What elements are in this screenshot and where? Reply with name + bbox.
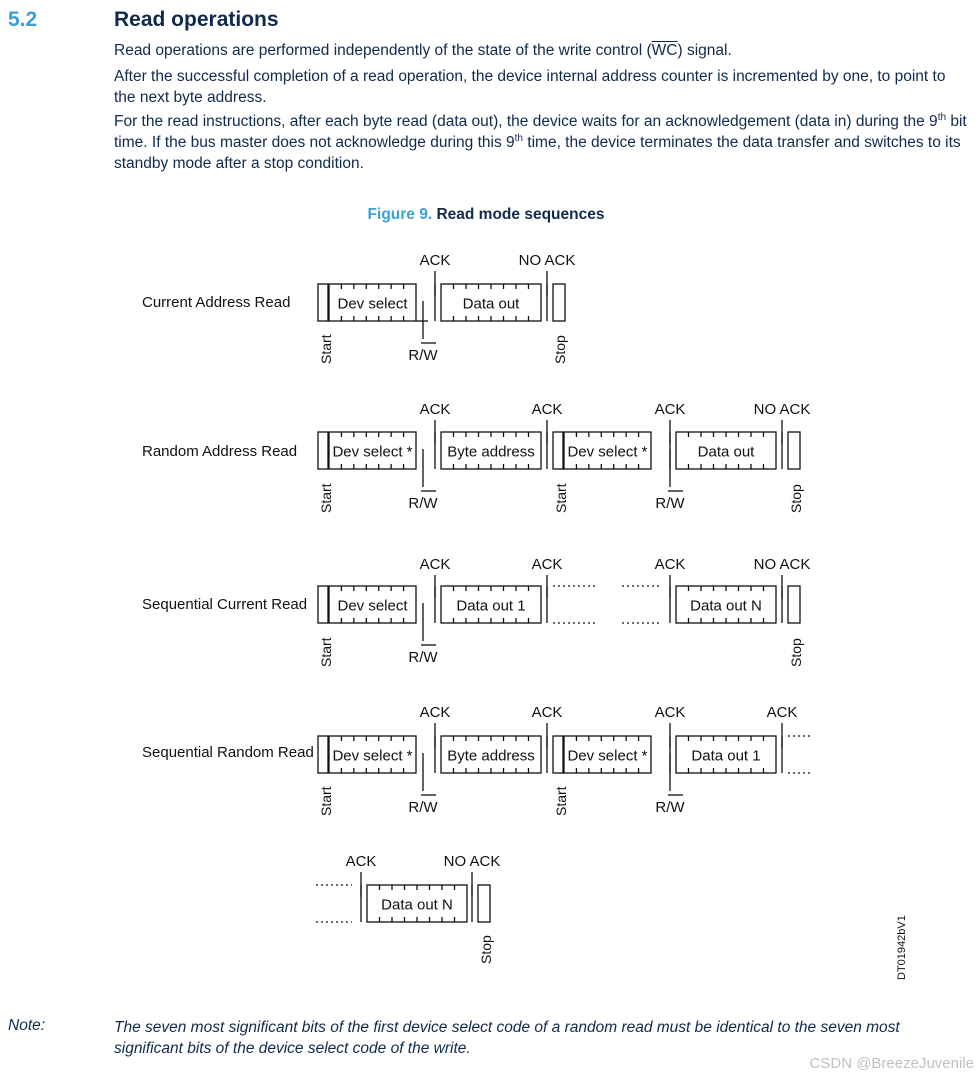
row-random-address-ack-3-label: ACK bbox=[654, 401, 686, 418]
row-random-address-ack-1-label: ACK bbox=[419, 401, 451, 418]
row-sequential-random-ack-2-label: ACK bbox=[531, 704, 563, 721]
row-random-address-no-ack-label: NO ACK bbox=[753, 401, 811, 418]
row-random-address-start-bar bbox=[318, 432, 328, 469]
row-sequential-random-ack-4-label: ACK bbox=[766, 704, 798, 721]
row-random-address-restart-start-bar bbox=[553, 432, 563, 469]
p3-text-b: bit time. If the bus master does not acknowledge during this 9 bbox=[114, 113, 967, 151]
row-random-address-start-2: Start bbox=[553, 483, 569, 513]
paragraph-1 bbox=[114, 40, 969, 61]
row-sequential-current-data-out-n-label: Data out N bbox=[690, 597, 762, 615]
row-sequential-current-ack-3-label: ACK bbox=[654, 556, 686, 573]
row-sequential-random-continued-stop: Stop bbox=[478, 935, 494, 964]
row-sequential-random-ack-1-label: ACK bbox=[419, 704, 451, 721]
p3-sup-1: th bbox=[937, 111, 947, 123]
row-random-address-1-rw-label: R/W bbox=[408, 495, 438, 512]
row-sequential-current-no-ack-label: NO ACK bbox=[753, 556, 811, 573]
row-current-address-rw-label: R/W bbox=[408, 347, 438, 364]
row-sequential-random-start-2: Start bbox=[553, 786, 569, 816]
row-sequential-random-label: Sequential Random Read bbox=[142, 744, 314, 761]
note-text: The seven most significant bits of the first device select code of a random read must be identical to the seven most significant bits of the device select code of the write. bbox=[114, 1019, 900, 1057]
p1-text-a: Read operations are performed independently of the state of the write control ( bbox=[114, 42, 652, 59]
row-random-address-stop: Stop bbox=[788, 484, 804, 513]
row-sequential-current-label: Sequential Current Read bbox=[142, 596, 308, 613]
row-current-address-start-bar bbox=[318, 284, 328, 321]
row-sequential-random-dev-select-2-label: Dev select * bbox=[567, 747, 648, 765]
row-current-address-ack-label: ACK bbox=[419, 252, 451, 269]
row-sequential-random-ack-3-label: ACK bbox=[654, 704, 686, 721]
p3-text-a: For the read instructions, after each byte read (data out), the device waits for an acknowledgement (data in) during the 9 bbox=[114, 113, 938, 130]
row-sequential-random-start-bar bbox=[318, 736, 328, 773]
row-sequential-current-rw-label: R/W bbox=[408, 649, 438, 666]
row-sequential-current-ack-2-label: ACK bbox=[531, 556, 563, 573]
row-random-address-byte-address-label: Byte address bbox=[447, 443, 535, 461]
paragraph-2: After the successful completion of a read operation, the device internal address counter is incremented by one, to point to the next byte address. bbox=[114, 68, 946, 106]
row-random-address-start-1: Start bbox=[318, 483, 334, 513]
row-sequential-random-continued-ack-label: ACK bbox=[345, 853, 377, 870]
row-sequential-current-data-out-1-label: Data out 1 bbox=[456, 597, 526, 615]
row-random-address-label: Random Address Read bbox=[142, 443, 298, 460]
row-sequential-current-stop-bar bbox=[788, 586, 800, 623]
section-title: Read operations bbox=[114, 8, 279, 31]
row-sequential-random-data-out-1-label: Data out 1 bbox=[691, 747, 761, 765]
row-current-address-dev-select-label: Dev select bbox=[337, 295, 408, 313]
row-sequential-random-continued-stop-bar bbox=[478, 885, 490, 922]
figure-code: DT01942bV1 bbox=[896, 915, 908, 980]
row-current-address-no-ack-label: NO ACK bbox=[518, 252, 576, 269]
row-sequential-random-2-rw-label: R/W bbox=[655, 799, 685, 816]
row-current-address-start: Start bbox=[318, 334, 334, 364]
row-sequential-current-dev-select-label: Dev select bbox=[337, 597, 408, 615]
row-current-address-stop-bar bbox=[553, 284, 565, 321]
row-sequential-random-restart-start-bar bbox=[553, 736, 563, 773]
row-random-address-data-out-label: Data out bbox=[697, 443, 755, 461]
row-sequential-random-1-rw-label: R/W bbox=[408, 799, 438, 816]
row-random-address-stop-bar bbox=[788, 432, 800, 469]
row-sequential-current-start: Start bbox=[318, 637, 334, 667]
row-sequential-random-continued-data-out-n-label: Data out N bbox=[381, 896, 453, 914]
row-sequential-random-continued-no-ack-label: NO ACK bbox=[443, 853, 501, 870]
p1-text-b: ) signal. bbox=[677, 42, 732, 59]
paragraph-3 bbox=[114, 111, 969, 174]
row-sequential-current-ack-1-label: ACK bbox=[419, 556, 451, 573]
section-number: 5.2 bbox=[8, 8, 38, 31]
row-sequential-random-start-1: Start bbox=[318, 786, 334, 816]
row-current-address-stop: Stop bbox=[552, 335, 568, 364]
watermark: CSDN @BreezeJuvenile bbox=[809, 1055, 974, 1072]
row-sequential-current-start-bar bbox=[318, 586, 328, 623]
read-mode-diagram bbox=[0, 240, 980, 1000]
figure-caption bbox=[0, 206, 972, 224]
row-current-address-data-out-label: Data out bbox=[462, 295, 520, 313]
row-random-address-dev-select-2-label: Dev select * bbox=[567, 443, 648, 461]
p3-text-c: time, the device terminates the data transfer and switches to its standby mode after a stop condition. bbox=[114, 134, 961, 172]
row-sequential-current-stop: Stop bbox=[788, 638, 804, 667]
row-random-address-dev-select-1-label: Dev select * bbox=[332, 443, 413, 461]
row-random-address-ack-2-label: ACK bbox=[531, 401, 563, 418]
figure-title: Read mode sequences bbox=[436, 206, 605, 223]
row-sequential-random-dev-select-1-label: Dev select * bbox=[332, 747, 413, 765]
wc-signal: $\overline{WC}$ bbox=[651, 42, 678, 59]
row-sequential-random-byte-address-label: Byte address bbox=[447, 747, 535, 765]
figure-number: Figure 9. bbox=[367, 206, 433, 223]
row-current-address-label: Current Address Read bbox=[142, 294, 291, 311]
note-label: Note: bbox=[8, 1017, 46, 1034]
row-random-address-2-rw-label: R/W bbox=[655, 495, 685, 512]
p3-sup-2: th bbox=[514, 132, 523, 144]
